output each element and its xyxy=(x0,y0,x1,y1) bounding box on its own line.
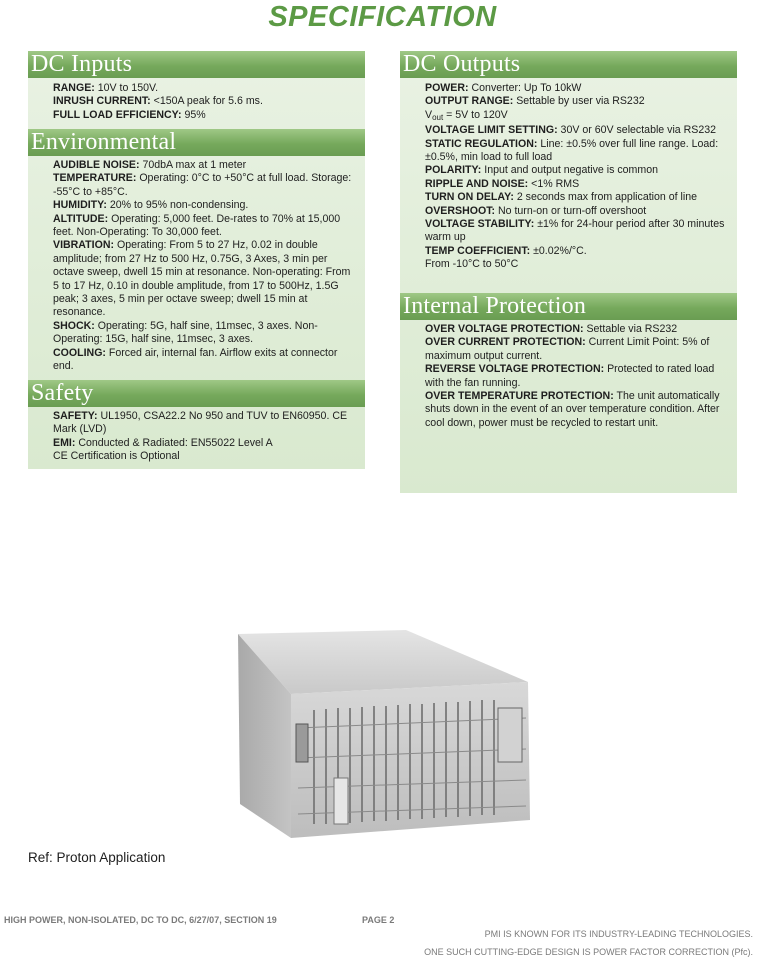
spec-item xyxy=(425,164,729,177)
dc-outputs-heading: DC Outputs xyxy=(403,51,521,77)
spec-value: Operating: From 5 to 27 Hz, 0.02 in double amplitude; from 27 Hz to 500 Hz, 0.75G, 3 Axes, 3 min per octave sweep, dwell 15 min at resonance. Non-operating: From 5 to 17 Hz, 0.10 in double amplitude, from 17 to 500Hz, 1.5G peak; 3 axes, 5 min per octave sweep; dwell 15 min at resonance. xyxy=(53,239,351,319)
spec-item xyxy=(425,124,729,137)
footer-document-info: HIGH POWER, NON-ISOLATED, DC TO DC, 6/27/07, SECTION 19 xyxy=(4,915,277,925)
spec-item xyxy=(425,336,729,363)
spec-item xyxy=(53,437,357,450)
spec-value: Operating: 5,000 feet. De-rates to 70% at 15,000 feet. Non-Operating: To 30,000 feet. xyxy=(53,212,341,239)
spec-value: Operating: 5G, half sine, 11msec, 3 axes. Non-Operating: 15G, half sine, 11msec, 3 axes. xyxy=(53,319,318,346)
spec-item xyxy=(53,347,357,374)
page-title: SPECIFICATION xyxy=(268,1,497,33)
right-spec-panel xyxy=(400,51,737,493)
spec-item xyxy=(425,258,729,271)
spec-label: REVERSE VOLTAGE PROTECTION: xyxy=(425,363,605,376)
spec-item xyxy=(53,320,357,347)
spec-item xyxy=(53,95,357,108)
spec-value: 2 seconds max from application of line xyxy=(513,191,698,204)
spec-label: POWER: xyxy=(425,82,469,94)
spec-item xyxy=(53,450,357,463)
spec-label: OVER CURRENT PROTECTION: xyxy=(425,336,586,349)
spec-label: COOLING: xyxy=(53,346,106,359)
spec-item xyxy=(53,172,357,199)
spec-value: Conducted & Radiated: EN55022 Level A xyxy=(75,436,273,449)
spec-item xyxy=(425,191,729,204)
spec-label: OVER VOLTAGE PROTECTION: xyxy=(425,323,584,335)
spec-label: ALTITUDE: xyxy=(53,212,109,225)
environmental-heading: Environmental xyxy=(31,129,177,155)
spec-item xyxy=(53,109,357,122)
spec-label: STATIC REGULATION: xyxy=(425,137,538,150)
power-converter-photo xyxy=(236,628,533,840)
spec-value: 70dbA max at 1 meter xyxy=(139,159,247,171)
spec-value: Current Limit Point: 5% of maximum output current. xyxy=(425,336,710,362)
dc-outputs-list xyxy=(425,82,729,272)
dc-inputs-header xyxy=(28,51,365,78)
spec-label: INRUSH CURRENT: xyxy=(53,95,151,108)
safety-list xyxy=(53,410,357,464)
internal-protection-list xyxy=(425,323,729,430)
spec-item xyxy=(425,390,729,430)
spec-item xyxy=(53,82,357,95)
spec-label: OVER TEMPERATURE PROTECTION: xyxy=(425,390,614,403)
spec-label: VOLTAGE STABILITY: xyxy=(425,218,535,231)
safety-header xyxy=(28,380,365,407)
spec-value: <1% RMS xyxy=(528,177,580,190)
spec-value: 95% xyxy=(181,108,206,121)
spec-item xyxy=(425,218,729,245)
spec-label: POLARITY: xyxy=(425,164,482,177)
safety-heading: Safety xyxy=(31,380,94,406)
spec-item xyxy=(425,363,729,390)
spec-value: Line: ±0.5% over full line range. Load: ±0.5%, min load to full load xyxy=(425,137,719,164)
spec-value: V xyxy=(425,108,433,121)
dc-outputs-header xyxy=(400,51,737,78)
spec-item xyxy=(425,109,729,124)
left-spec-panel xyxy=(28,51,365,469)
spec-value: 30V or 60V selectable via RS232 xyxy=(557,124,717,137)
spec-value: No turn-on or turn-off overshoot xyxy=(495,204,647,217)
spec-label: RIPPLE AND NOISE: xyxy=(425,177,529,190)
spec-label: OVERSHOOT: xyxy=(425,204,496,217)
spec-label: RANGE: xyxy=(53,82,95,94)
spec-value: The unit automatically shuts down in the event of an over temperature condition. After cool down, power must be recycled to restart unit. xyxy=(425,390,720,429)
spec-value: UL1950, CSA22.2 No 950 and TUV to EN60950. CE Mark (LVD) xyxy=(53,410,348,436)
spec-item xyxy=(53,199,357,212)
spec-label: AUDIBLE NOISE: xyxy=(53,159,140,171)
dc-inputs-list xyxy=(53,82,357,122)
spec-value: From -10°C to 50°C xyxy=(425,258,519,271)
spec-value-cont: = 5V to 120V xyxy=(443,108,508,121)
spec-item xyxy=(425,95,729,108)
spec-value: Operating: 0°C to +50°C at full load. Storage: -55°C to +85°C. xyxy=(53,172,352,198)
spec-item xyxy=(425,82,729,95)
spec-item xyxy=(425,138,729,165)
footer-tagline-2: ONE SUCH CUTTING-EDGE DESIGN IS POWER FACTOR CORRECTION (Pfc). xyxy=(424,947,753,957)
spec-value: Input and output negative is common xyxy=(481,164,658,177)
internal-protection-heading: Internal Protection xyxy=(403,293,587,319)
dc-inputs-heading: DC Inputs xyxy=(31,51,133,77)
spec-value: Protected to rated load with the fan running. xyxy=(425,363,715,389)
spec-label: HUMIDITY: xyxy=(53,199,107,212)
footer-page-number: PAGE 2 xyxy=(362,915,395,925)
image-caption: Ref: Proton Application xyxy=(28,850,166,865)
spec-item xyxy=(425,323,729,336)
spec-value: CE Certification is Optional xyxy=(53,450,180,463)
spec-value: 20% to 95% non-condensing. xyxy=(106,199,249,212)
internal-protection-header xyxy=(400,293,737,320)
spec-label: SAFETY: xyxy=(53,410,98,422)
spec-label: FULL LOAD EFFICIENCY: xyxy=(53,108,182,121)
spec-item xyxy=(425,245,729,258)
spec-item xyxy=(53,213,357,240)
spec-label: TEMPERATURE: xyxy=(53,172,137,185)
spec-value: Converter: Up To 10kW xyxy=(468,82,582,94)
spec-subscript: out xyxy=(432,112,444,122)
environmental-header xyxy=(28,129,365,156)
spec-label: VIBRATION: xyxy=(53,239,115,252)
spec-item xyxy=(425,205,729,218)
spec-label: VOLTAGE LIMIT SETTING: xyxy=(425,124,558,137)
spec-value: Settable by user via RS232 xyxy=(513,95,645,108)
footer-tagline-1: PMI IS KNOWN FOR ITS INDUSTRY-LEADING TECHNOLOGIES. xyxy=(484,929,753,939)
spec-item xyxy=(53,159,357,172)
spec-label: EMI: xyxy=(53,436,76,449)
spec-value: Forced air, internal fan. Airflow exits at connector end. xyxy=(53,346,338,373)
spec-value: 10V to 150V. xyxy=(94,82,159,94)
environmental-list xyxy=(53,159,357,374)
spec-value: ±1% for 24-hour period after 30 minutes warm up xyxy=(425,218,725,244)
spec-label: TEMP COEFFICIENT: xyxy=(425,244,531,257)
spec-value: <150A peak for 5.6 ms. xyxy=(150,95,263,108)
spec-item xyxy=(53,410,357,437)
spec-label: OUTPUT RANGE: xyxy=(425,95,514,108)
spec-label: TURN ON DELAY: xyxy=(425,191,514,204)
spec-item xyxy=(53,239,357,319)
spec-item xyxy=(425,178,729,191)
spec-value: Settable via RS232 xyxy=(583,323,678,335)
spec-label: SHOCK: xyxy=(53,319,95,332)
spec-value: ±0.02%/°C. xyxy=(530,244,587,257)
